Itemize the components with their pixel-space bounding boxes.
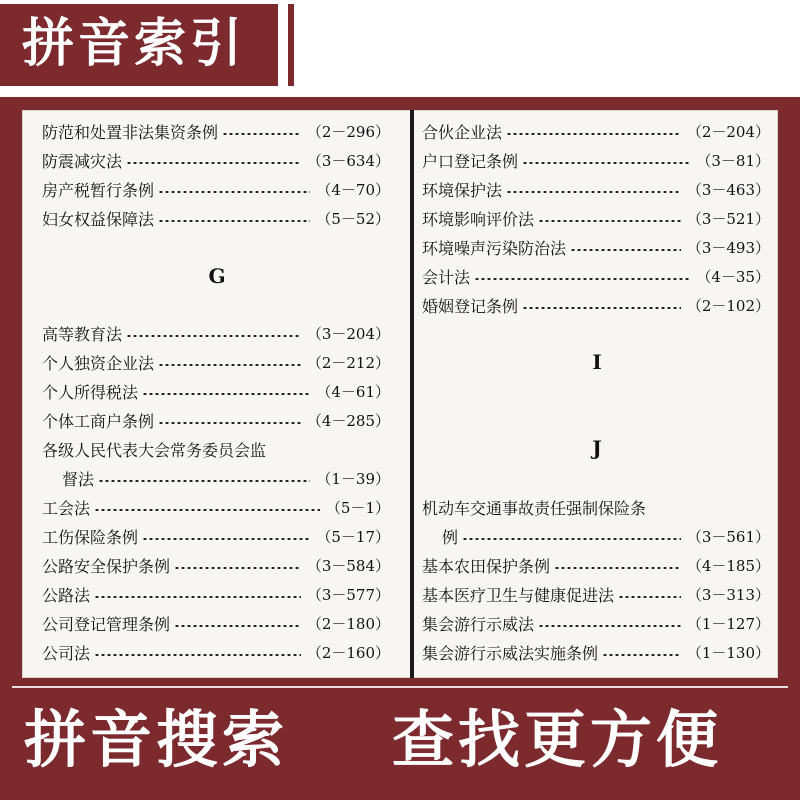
entry-title: 集会游行示威法 bbox=[422, 614, 535, 634]
entry-page-ref: （4－61） bbox=[316, 382, 390, 401]
entry-page-ref: （5－1） bbox=[325, 498, 390, 517]
index-entry bbox=[42, 205, 390, 231]
leader-dots bbox=[142, 538, 310, 540]
index-entry bbox=[42, 118, 390, 144]
leader-dots bbox=[94, 596, 301, 598]
entry-title: 会计法 bbox=[422, 267, 471, 287]
entry-page-ref: （1－39） bbox=[316, 469, 390, 488]
leader-dots bbox=[522, 162, 690, 164]
entry-page-ref: （2－160） bbox=[306, 643, 390, 662]
leader-dots bbox=[538, 220, 681, 222]
entry-title: 合伙企业法 bbox=[422, 122, 503, 142]
index-entry bbox=[422, 234, 770, 260]
entry-title: 妇女权益保障法 bbox=[42, 209, 155, 229]
entry-page-ref: （3－463） bbox=[686, 180, 770, 199]
entry-title: 公路法 bbox=[42, 585, 91, 605]
entry-title: 个人独资企业法 bbox=[42, 353, 155, 373]
entry-page-ref: （3－521） bbox=[686, 209, 770, 228]
entry-page-ref: （4－70） bbox=[316, 180, 390, 199]
entry-title: 环境噪声污染防治法 bbox=[422, 238, 567, 258]
entry-title: 个人所得税法 bbox=[42, 382, 139, 402]
entry-page-ref: （5－17） bbox=[316, 527, 390, 546]
leader-dots bbox=[158, 191, 310, 193]
index-entry bbox=[42, 552, 390, 578]
entry-title: 公司法 bbox=[42, 643, 91, 663]
index-entry bbox=[42, 494, 390, 520]
entry-title: 防震减灾法 bbox=[42, 151, 123, 171]
index-entry bbox=[42, 176, 390, 202]
entry-page-ref: （2－296） bbox=[306, 122, 390, 141]
leader-dots bbox=[126, 162, 301, 164]
entry-title: 基本农田保护条例 bbox=[422, 556, 551, 576]
index-entry bbox=[422, 263, 770, 289]
entry-title: 个体工商户条例 bbox=[42, 411, 155, 431]
leader-dots bbox=[474, 278, 690, 280]
entry-title-line1: 机动车交通事故责任强制保险条 bbox=[422, 498, 647, 518]
index-entry bbox=[42, 639, 390, 665]
entry-title: 公路安全保护条例 bbox=[42, 556, 171, 576]
entry-page-ref: （3－204） bbox=[306, 324, 390, 343]
entry-title: 环境影响评价法 bbox=[422, 209, 535, 229]
index-entry bbox=[422, 292, 770, 318]
index-entry bbox=[422, 176, 770, 202]
slogan-banner bbox=[0, 682, 800, 800]
entry-title: 例 bbox=[442, 527, 459, 547]
page-title: 拼音索引 bbox=[22, 14, 247, 74]
index-entry bbox=[42, 465, 390, 491]
leader-dots bbox=[462, 538, 681, 540]
leader-dots bbox=[174, 567, 301, 569]
index-entry bbox=[422, 523, 770, 549]
entry-page-ref: （3－313） bbox=[686, 585, 770, 604]
entry-page-ref: （1－127） bbox=[686, 614, 770, 633]
leader-dots bbox=[142, 393, 310, 395]
leader-dots bbox=[94, 509, 320, 511]
index-entry bbox=[42, 349, 390, 375]
index-entry bbox=[422, 581, 770, 607]
entry-title: 公司登记管理条例 bbox=[42, 614, 171, 634]
slogan-right: 查找更方便 bbox=[392, 703, 723, 776]
leader-dots bbox=[174, 625, 301, 627]
title-banner bbox=[0, 4, 288, 86]
index-entry bbox=[42, 147, 390, 173]
entry-page-ref: （2－102） bbox=[686, 296, 770, 315]
leader-dots bbox=[506, 191, 681, 193]
entry-title: 环境保护法 bbox=[422, 180, 503, 200]
index-entry bbox=[42, 523, 390, 549]
entry-page-ref: （3－561） bbox=[686, 527, 770, 546]
entry-page-ref: （5－52） bbox=[316, 209, 390, 228]
entry-page-ref: （2－212） bbox=[306, 353, 390, 372]
index-entry bbox=[42, 610, 390, 636]
entry-title: 户口登记条例 bbox=[422, 151, 519, 171]
entry-title-line1: 各级人民代表大会常务委员会监 bbox=[42, 440, 267, 460]
entry-page-ref: （3－493） bbox=[686, 238, 770, 257]
leader-dots bbox=[126, 335, 301, 337]
index-entry bbox=[422, 552, 770, 578]
index-entry bbox=[42, 581, 390, 607]
slogan-divider bbox=[12, 686, 788, 688]
entry-page-ref: （4－35） bbox=[696, 267, 770, 286]
section-letter-g: G bbox=[208, 264, 226, 288]
entry-title: 高等教育法 bbox=[42, 324, 123, 344]
section-letter-j: J bbox=[592, 436, 602, 460]
entry-page-ref: （3－584） bbox=[306, 556, 390, 575]
index-entry bbox=[42, 320, 390, 346]
leader-dots bbox=[158, 220, 310, 222]
entry-title: 房产税暂行条例 bbox=[42, 180, 155, 200]
entry-page-ref: （4－185） bbox=[686, 556, 770, 575]
index-entry bbox=[422, 610, 770, 636]
index-entry bbox=[422, 118, 770, 144]
index-entry bbox=[422, 205, 770, 231]
entry-title: 防范和处置非法集资条例 bbox=[42, 122, 219, 142]
entry-title: 工会法 bbox=[42, 498, 91, 518]
leader-dots bbox=[94, 654, 301, 656]
column-divider bbox=[410, 110, 414, 678]
entry-page-ref: （1－130） bbox=[686, 643, 770, 662]
leader-dots bbox=[618, 596, 681, 598]
index-entry bbox=[422, 639, 770, 665]
leader-dots bbox=[158, 364, 301, 366]
entry-title: 基本医疗卫生与健康促进法 bbox=[422, 585, 615, 605]
entry-title: 工伤保险条例 bbox=[42, 527, 139, 547]
entry-title: 督法 bbox=[62, 469, 95, 489]
entry-page-ref: （3－634） bbox=[306, 151, 390, 170]
entry-page-ref: （3－81） bbox=[696, 151, 770, 170]
index-entry bbox=[422, 147, 770, 173]
index-entry bbox=[42, 378, 390, 404]
entry-page-ref: （3－577） bbox=[306, 585, 390, 604]
leader-dots bbox=[538, 625, 681, 627]
title-accent-bar bbox=[288, 4, 294, 86]
entry-title: 婚姻登记条例 bbox=[422, 296, 519, 316]
index-page bbox=[22, 110, 778, 678]
entry-page-ref: （2－204） bbox=[686, 122, 770, 141]
leader-dots bbox=[222, 133, 301, 135]
entry-page-ref: （4－285） bbox=[306, 411, 390, 430]
leader-dots bbox=[554, 567, 681, 569]
entry-page-ref: （2－180） bbox=[306, 614, 390, 633]
index-entry bbox=[42, 407, 390, 433]
slogan-left: 拼音搜索 bbox=[24, 703, 289, 776]
leader-dots bbox=[570, 249, 681, 251]
leader-dots bbox=[506, 133, 681, 135]
section-letter-i: I bbox=[592, 350, 602, 374]
leader-dots bbox=[522, 307, 681, 309]
entry-title: 集会游行示威法实施条例 bbox=[422, 643, 599, 663]
leader-dots bbox=[98, 480, 310, 482]
leader-dots bbox=[158, 422, 301, 424]
leader-dots bbox=[602, 654, 681, 656]
